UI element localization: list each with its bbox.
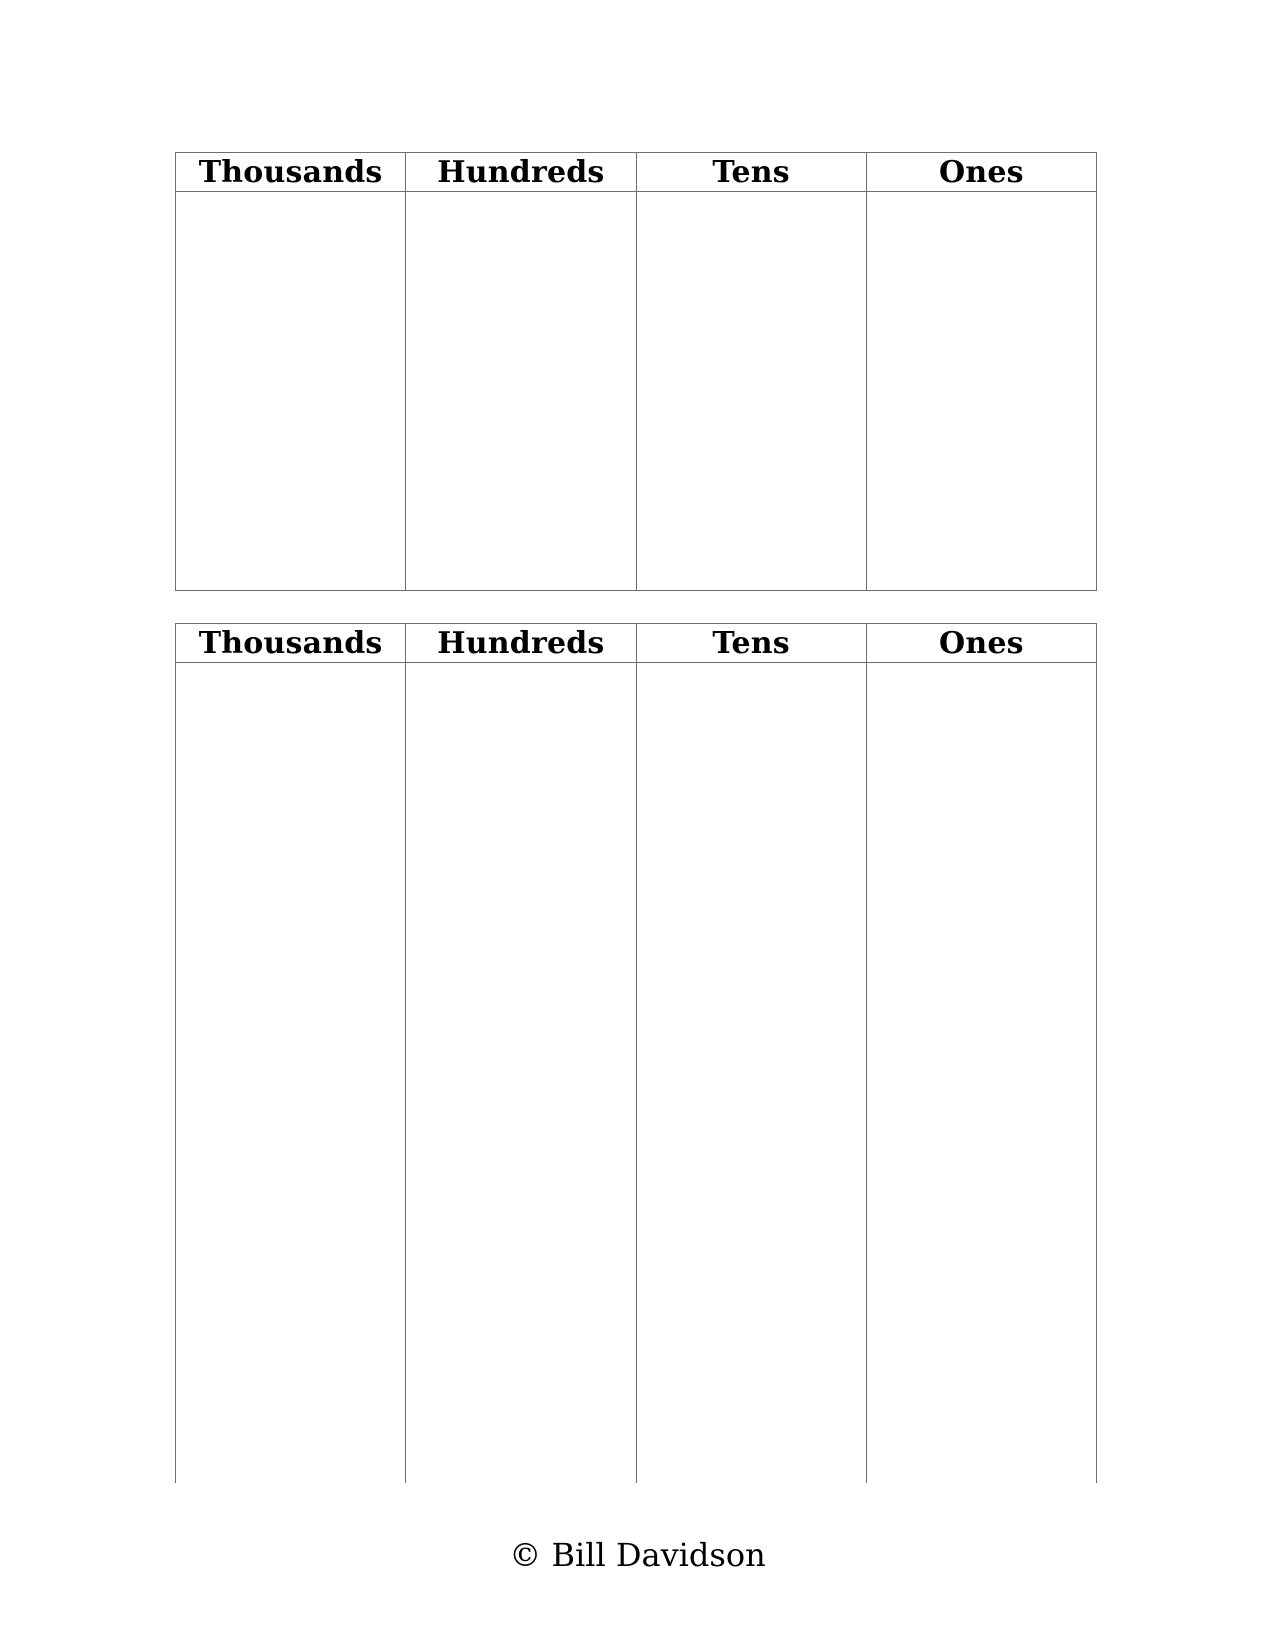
cell-thousands bbox=[176, 663, 406, 1484]
cell-hundreds bbox=[406, 192, 636, 591]
cell-hundreds bbox=[406, 663, 636, 1484]
copyright-footer: © Bill Davidson bbox=[509, 1536, 766, 1574]
work-row bbox=[176, 663, 1097, 1484]
cell-ones bbox=[866, 192, 1096, 591]
cell-tens bbox=[636, 663, 866, 1484]
header-row bbox=[176, 624, 1097, 663]
header-tens: Tens bbox=[636, 153, 866, 192]
header-thousands: Thousands bbox=[176, 624, 406, 663]
header-row bbox=[176, 153, 1097, 192]
place-value-chart-2 bbox=[175, 623, 1097, 1483]
cell-tens bbox=[636, 192, 866, 591]
cell-thousands bbox=[176, 192, 406, 591]
header-hundreds: Hundreds bbox=[406, 624, 636, 663]
header-ones: Ones bbox=[866, 153, 1096, 192]
header-tens: Tens bbox=[636, 624, 866, 663]
cell-ones bbox=[866, 663, 1096, 1484]
place-value-chart-1 bbox=[175, 152, 1097, 591]
header-hundreds: Hundreds bbox=[406, 153, 636, 192]
header-thousands: Thousands bbox=[176, 153, 406, 192]
header-ones: Ones bbox=[866, 624, 1096, 663]
work-row bbox=[176, 192, 1097, 591]
